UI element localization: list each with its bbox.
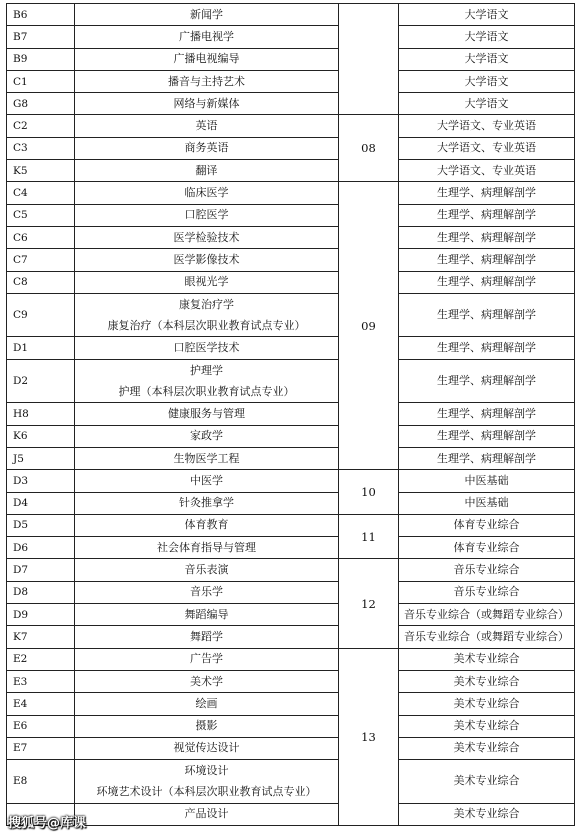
major-code-cell: G8 (7, 93, 75, 115)
exam-subject-cell: 生理学、病理解剖学 (399, 447, 575, 469)
table-body (7, 4, 575, 826)
major-code-cell: K5 (7, 160, 75, 182)
table-row (7, 48, 575, 70)
table-row (7, 425, 575, 447)
major-name-cell (75, 693, 339, 715)
major-name-cell (75, 537, 339, 559)
table-row (7, 359, 575, 403)
major-name: 眼视光学 (184, 275, 229, 289)
major-code-cell: C7 (7, 249, 75, 271)
table-row (7, 559, 575, 581)
exam-subject-cell: 生理学、病理解剖学 (399, 293, 575, 337)
subject-group-cell (339, 4, 399, 115)
major-name-cell (75, 604, 339, 626)
major-code-cell: C6 (7, 226, 75, 248)
table-row (7, 537, 575, 559)
exam-subject-cell: 生理学、病理解剖学 (399, 337, 575, 359)
major-name: 视觉传达设计 (173, 741, 240, 755)
major-code-cell: D2 (7, 359, 75, 403)
table-row (7, 693, 575, 715)
exam-subject-cell: 生理学、病理解剖学 (399, 249, 575, 271)
major-name-cell (75, 226, 339, 248)
major-name-cell (75, 470, 339, 492)
major-name-cell (75, 760, 339, 804)
exam-subject-cell: 音乐专业综合（或舞蹈专业综合） (399, 626, 575, 648)
major-name-cell (75, 626, 339, 648)
major-name-cell (75, 271, 339, 293)
subject-group-cell: 09 (339, 182, 399, 470)
major-name-cell (75, 93, 339, 115)
major-name-cell (75, 48, 339, 70)
major-code-cell: D1 (7, 337, 75, 359)
major-code-cell: D8 (7, 581, 75, 603)
exam-subject-cell: 美术专业综合 (399, 693, 575, 715)
table-row (7, 403, 575, 425)
major-name: 口腔医学 (184, 208, 229, 222)
major-code-cell: C2 (7, 115, 75, 137)
exam-subject-cell: 中医基础 (399, 492, 575, 514)
table-row (7, 160, 575, 182)
exam-subject-cell: 音乐专业综合 (399, 581, 575, 603)
major-name-cell (75, 648, 339, 670)
table-row (7, 760, 575, 804)
exam-subject-cell: 体育专业综合 (399, 514, 575, 536)
major-name: 环境艺术设计（本科层次职业教育试点专业） (96, 785, 317, 799)
exam-subject-cell: 大学语文 (399, 48, 575, 70)
table-row (7, 249, 575, 271)
major-code-cell: E3 (7, 670, 75, 692)
table-row (7, 670, 575, 692)
major-name: 绘画 (195, 696, 218, 710)
major-code-cell: K6 (7, 425, 75, 447)
table-row (7, 514, 575, 536)
major-code-cell: E4 (7, 693, 75, 715)
major-code-cell: E7 (7, 737, 75, 759)
major-code-cell: C5 (7, 204, 75, 226)
major-name: 医学检验技术 (173, 230, 240, 244)
major-code-cell: C4 (7, 182, 75, 204)
major-code-cell: D4 (7, 492, 75, 514)
exam-subject-cell: 大学语文 (399, 93, 575, 115)
major-name: 康复治疗（本科层次职业教育试点专业） (107, 319, 306, 333)
table-row (7, 604, 575, 626)
major-name: 广告学 (190, 652, 223, 666)
major-name-cell (75, 403, 339, 425)
exam-subject-cell: 生理学、病理解剖学 (399, 359, 575, 403)
major-name-cell (75, 26, 339, 48)
major-name-cell (75, 70, 339, 92)
major-name: 针灸推拿学 (179, 496, 234, 510)
major-name: 英语 (195, 119, 218, 133)
major-name-cell (75, 337, 339, 359)
major-name-cell (75, 160, 339, 182)
major-name-cell (75, 115, 339, 137)
major-name: 舞蹈学 (190, 629, 223, 643)
exam-subject-cell: 生理学、病理解剖学 (399, 182, 575, 204)
major-code-cell: D9 (7, 604, 75, 626)
major-code-cell: E6 (7, 715, 75, 737)
exam-subject-cell: 中医基础 (399, 470, 575, 492)
major-name: 舞蹈编导 (184, 607, 229, 621)
major-name: 摄影 (195, 719, 218, 733)
major-name-cell (75, 359, 339, 403)
major-name-cell (75, 182, 339, 204)
major-name-cell (75, 293, 339, 337)
exam-subject-cell: 生理学、病理解剖学 (399, 425, 575, 447)
table-row (7, 182, 575, 204)
major-code-cell: C8 (7, 271, 75, 293)
major-code-cell: B9 (7, 48, 75, 70)
major-code-cell: C3 (7, 137, 75, 159)
table-row (7, 137, 575, 159)
table-row (7, 447, 575, 469)
exam-subject-cell: 体育专业综合 (399, 537, 575, 559)
major-code-cell: B7 (7, 26, 75, 48)
subject-group-cell: 13 (339, 648, 399, 825)
major-name-cell (75, 803, 339, 825)
table-row (7, 293, 575, 337)
watermark: 搜狐号@库课 (8, 816, 87, 831)
major-name: 社会体育指导与管理 (157, 540, 256, 554)
major-name: 口腔医学技术 (173, 341, 240, 355)
exam-subject-cell: 生理学、病理解剖学 (399, 204, 575, 226)
table-row (7, 271, 575, 293)
major-code-cell: D7 (7, 559, 75, 581)
major-code-cell: D5 (7, 514, 75, 536)
major-code-cell: C9 (7, 293, 75, 337)
major-code-cell: E2 (7, 648, 75, 670)
major-name: 音乐学 (190, 585, 223, 599)
major-name: 医学影像技术 (173, 252, 240, 266)
major-name: 中医学 (190, 473, 223, 487)
exam-subject-cell: 生理学、病理解剖学 (399, 271, 575, 293)
major-name: 商务英语 (184, 141, 229, 155)
major-code-cell: B6 (7, 4, 75, 26)
major-name-cell (75, 670, 339, 692)
exam-subject-cell: 大学语文 (399, 70, 575, 92)
exam-subject-cell: 美术专业综合 (399, 803, 575, 825)
subject-group-cell: 11 (339, 514, 399, 559)
table-row (7, 226, 575, 248)
major-name-cell (75, 514, 339, 536)
major-name: 翻译 (195, 163, 218, 177)
exam-subject-cell: 美术专业综合 (399, 737, 575, 759)
major-name: 家政学 (190, 429, 223, 443)
major-name: 产品设计 (184, 807, 229, 821)
table-row (7, 26, 575, 48)
exam-subject-cell: 大学语文 (399, 26, 575, 48)
table-row (7, 115, 575, 137)
major-name-cell (75, 249, 339, 271)
exam-subject-cell: 生理学、病理解剖学 (399, 403, 575, 425)
table-row (7, 648, 575, 670)
exam-subject-cell: 音乐专业综合 (399, 559, 575, 581)
table-row (7, 93, 575, 115)
table-row (7, 737, 575, 759)
major-name: 生物医学工程 (173, 451, 240, 465)
exam-subject-cell: 美术专业综合 (399, 670, 575, 692)
major-code-cell: H8 (7, 403, 75, 425)
major-code-cell: C1 (7, 70, 75, 92)
table-row (7, 204, 575, 226)
major-name: 康复治疗学 (179, 298, 234, 312)
major-name-cell (75, 447, 339, 469)
major-name-cell (75, 581, 339, 603)
major-name: 播音与主持艺术 (168, 74, 245, 88)
table-row (7, 4, 575, 26)
major-name-cell (75, 137, 339, 159)
major-name: 广播电视编导 (173, 52, 240, 66)
subject-group-cell: 10 (339, 470, 399, 515)
major-name-cell (75, 737, 339, 759)
exam-subject-cell: 大学语文 (399, 4, 575, 26)
major-name: 健康服务与管理 (168, 406, 245, 420)
exam-subject-cell: 大学语文、专业英语 (399, 160, 575, 182)
table-row (7, 626, 575, 648)
exam-subject-cell: 美术专业综合 (399, 760, 575, 804)
exam-subject-cell: 大学语文、专业英语 (399, 115, 575, 137)
major-name: 环境设计 (184, 764, 229, 778)
major-name: 广播电视学 (179, 29, 234, 43)
major-name-cell (75, 492, 339, 514)
table-row (7, 492, 575, 514)
table-row (7, 470, 575, 492)
major-name: 护理学 (190, 364, 223, 378)
major-name: 临床医学 (184, 186, 229, 200)
subject-group-cell: 08 (339, 115, 399, 182)
table-row (7, 715, 575, 737)
exam-subject-cell: 美术专业综合 (399, 715, 575, 737)
major-name-cell (75, 4, 339, 26)
major-name: 新闻学 (190, 7, 223, 21)
exam-subject-cell: 生理学、病理解剖学 (399, 226, 575, 248)
major-code-cell: D3 (7, 470, 75, 492)
major-name: 体育教育 (184, 518, 229, 532)
major-name: 网络与新媒体 (173, 96, 240, 110)
major-name-cell (75, 559, 339, 581)
major-name: 音乐表演 (184, 563, 229, 577)
major-code-cell: E8 (7, 760, 75, 804)
major-code-cell: J5 (7, 447, 75, 469)
major-subject-table (6, 3, 575, 826)
major-name: 护理（本科层次职业教育试点专业） (118, 385, 295, 399)
major-code-cell: K7 (7, 626, 75, 648)
major-name-cell (75, 204, 339, 226)
major-name: 美术学 (190, 674, 223, 688)
exam-subject-cell: 大学语文、专业英语 (399, 137, 575, 159)
exam-subject-cell: 美术专业综合 (399, 648, 575, 670)
major-code-cell: D6 (7, 537, 75, 559)
table-row (7, 803, 575, 825)
table-row (7, 581, 575, 603)
table-row (7, 70, 575, 92)
exam-subject-cell: 音乐专业综合（或舞蹈专业综合） (399, 604, 575, 626)
table-row (7, 337, 575, 359)
major-name-cell (75, 425, 339, 447)
subject-group-cell: 12 (339, 559, 399, 648)
major-name-cell (75, 715, 339, 737)
